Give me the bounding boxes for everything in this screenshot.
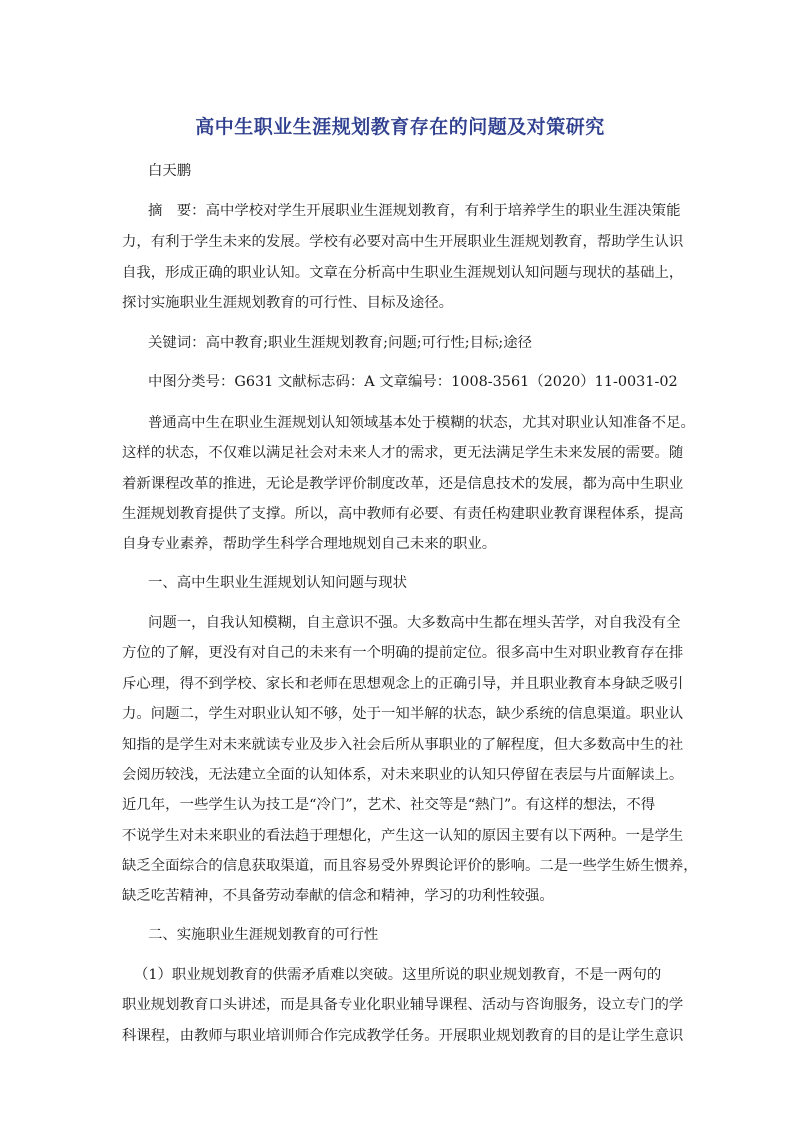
body-line: 自身专业素养，帮助学生科学合理地规划自己未来的职业。 xyxy=(122,536,497,552)
body-line: 斥心理，得不到学校、家长和老师在思想观念上的正确引导，并且职业教育本身缺乏吸引 xyxy=(122,676,684,692)
body-line: 科课程，由教师与职业培训师合作完成教学任务。开展职业规划教育的目的是让学生意识 xyxy=(122,1028,684,1044)
body-line: 普通高中生在职业生涯规划认知领域基本处于模糊的状态，尤其对职业认知准备不足。 xyxy=(148,415,695,431)
abstract-line: 自我，形成正确的职业认知。文章在分析高中生职业生涯规划认知问题与现状的基础上， xyxy=(122,265,684,281)
abstract-line: 力，有利于学生未来的发展。学校有必要对高中生开展职业生涯规划教育，帮助学生认识 xyxy=(122,234,684,250)
body-line: 缺乏全面综合的信息获取渠道，而且容易受外界舆论评价的影响。二是一些学生娇生惯养， xyxy=(122,858,698,874)
section1-heading: 一、高中生职业生涯规划认知问题与现状 xyxy=(148,575,408,591)
section2-heading: 二、实施职业生涯规划教育的可行性 xyxy=(148,927,379,943)
body-line: 近几年，一些学生认为技工是“冷门”，艺术、社交等是“熱门”。有这样的想法，不得 xyxy=(122,797,656,813)
body-line: 力。问题二，学生对职业认知不够，处于一知半解的状态，缺少系统的信息渠道。职业认 xyxy=(122,706,684,722)
body-line: 这样的状态，不仅难以满足社会对未来人才的需求，更无法满足学生未来发展的需要。随 xyxy=(122,445,684,461)
body-line: 缺乏吃苦精神，不具备劳动奉献的信念和精神，学习的功利性较强。 xyxy=(122,888,554,904)
body-line: （1）职业规划教育的供需矛盾难以突破。这里所说的职业规划教育，不是一两句的 xyxy=(134,967,662,983)
body-line: 知指的是学生对未来就读专业及步入社会后所从事职业的了解程度，但大多数高中生的社 xyxy=(122,737,684,753)
author: 白天鹏 xyxy=(148,163,192,179)
body-line: 不说学生对未来职业的看法趋于理想化，产生这一认知的原因主要有以下两种。一是学生 xyxy=(122,828,684,844)
body-line: 方位的了解，更没有对自己的未来有一个明确的提前定位。很多高中生对职业教育存在排 xyxy=(122,645,684,661)
body-line: 着新课程改革的推进，无论是教学评价制度改革，还是信息技术的发展，都为高中生职业 xyxy=(122,476,684,492)
body-line: 会阅历较浅，无法建立全面的认知体系，对未来职业的认知只停留在表层与片面解读上。 xyxy=(122,767,684,783)
body-line: 生涯规划教育提供了支撑。所以，高中教师有必要、有责任构建职业教育课程体系，提高 xyxy=(122,506,684,522)
keywords: 关键词：高中教育;职业生涯规划教育;问题;可行性;目标;途径 xyxy=(148,335,533,351)
body-line: 职业规划教育口头讲述，而是具备专业化职业辅导课程、活动与咨询服务，设立专门的学 xyxy=(122,997,684,1013)
abstract-line: 摘 要：高中学校对学生开展职业生涯规划教育，有利于培养学生的职业生涯决策能 xyxy=(148,203,681,219)
abstract-line: 探讨实施职业生涯规划教育的可行性、目标及途径。 xyxy=(122,295,453,311)
classification: 中图分类号：G631 文献标志码：A 文章编号：1008-3561（2020）11-0031-02 xyxy=(148,374,678,390)
page-title: 高中生职业生涯规划教育存在的问题及对策研究 xyxy=(195,116,605,138)
body-line: 问题一，自我认知模糊，自主意识不强。大多数高中生都在埋头苦学，对自我没有全 xyxy=(148,615,681,631)
